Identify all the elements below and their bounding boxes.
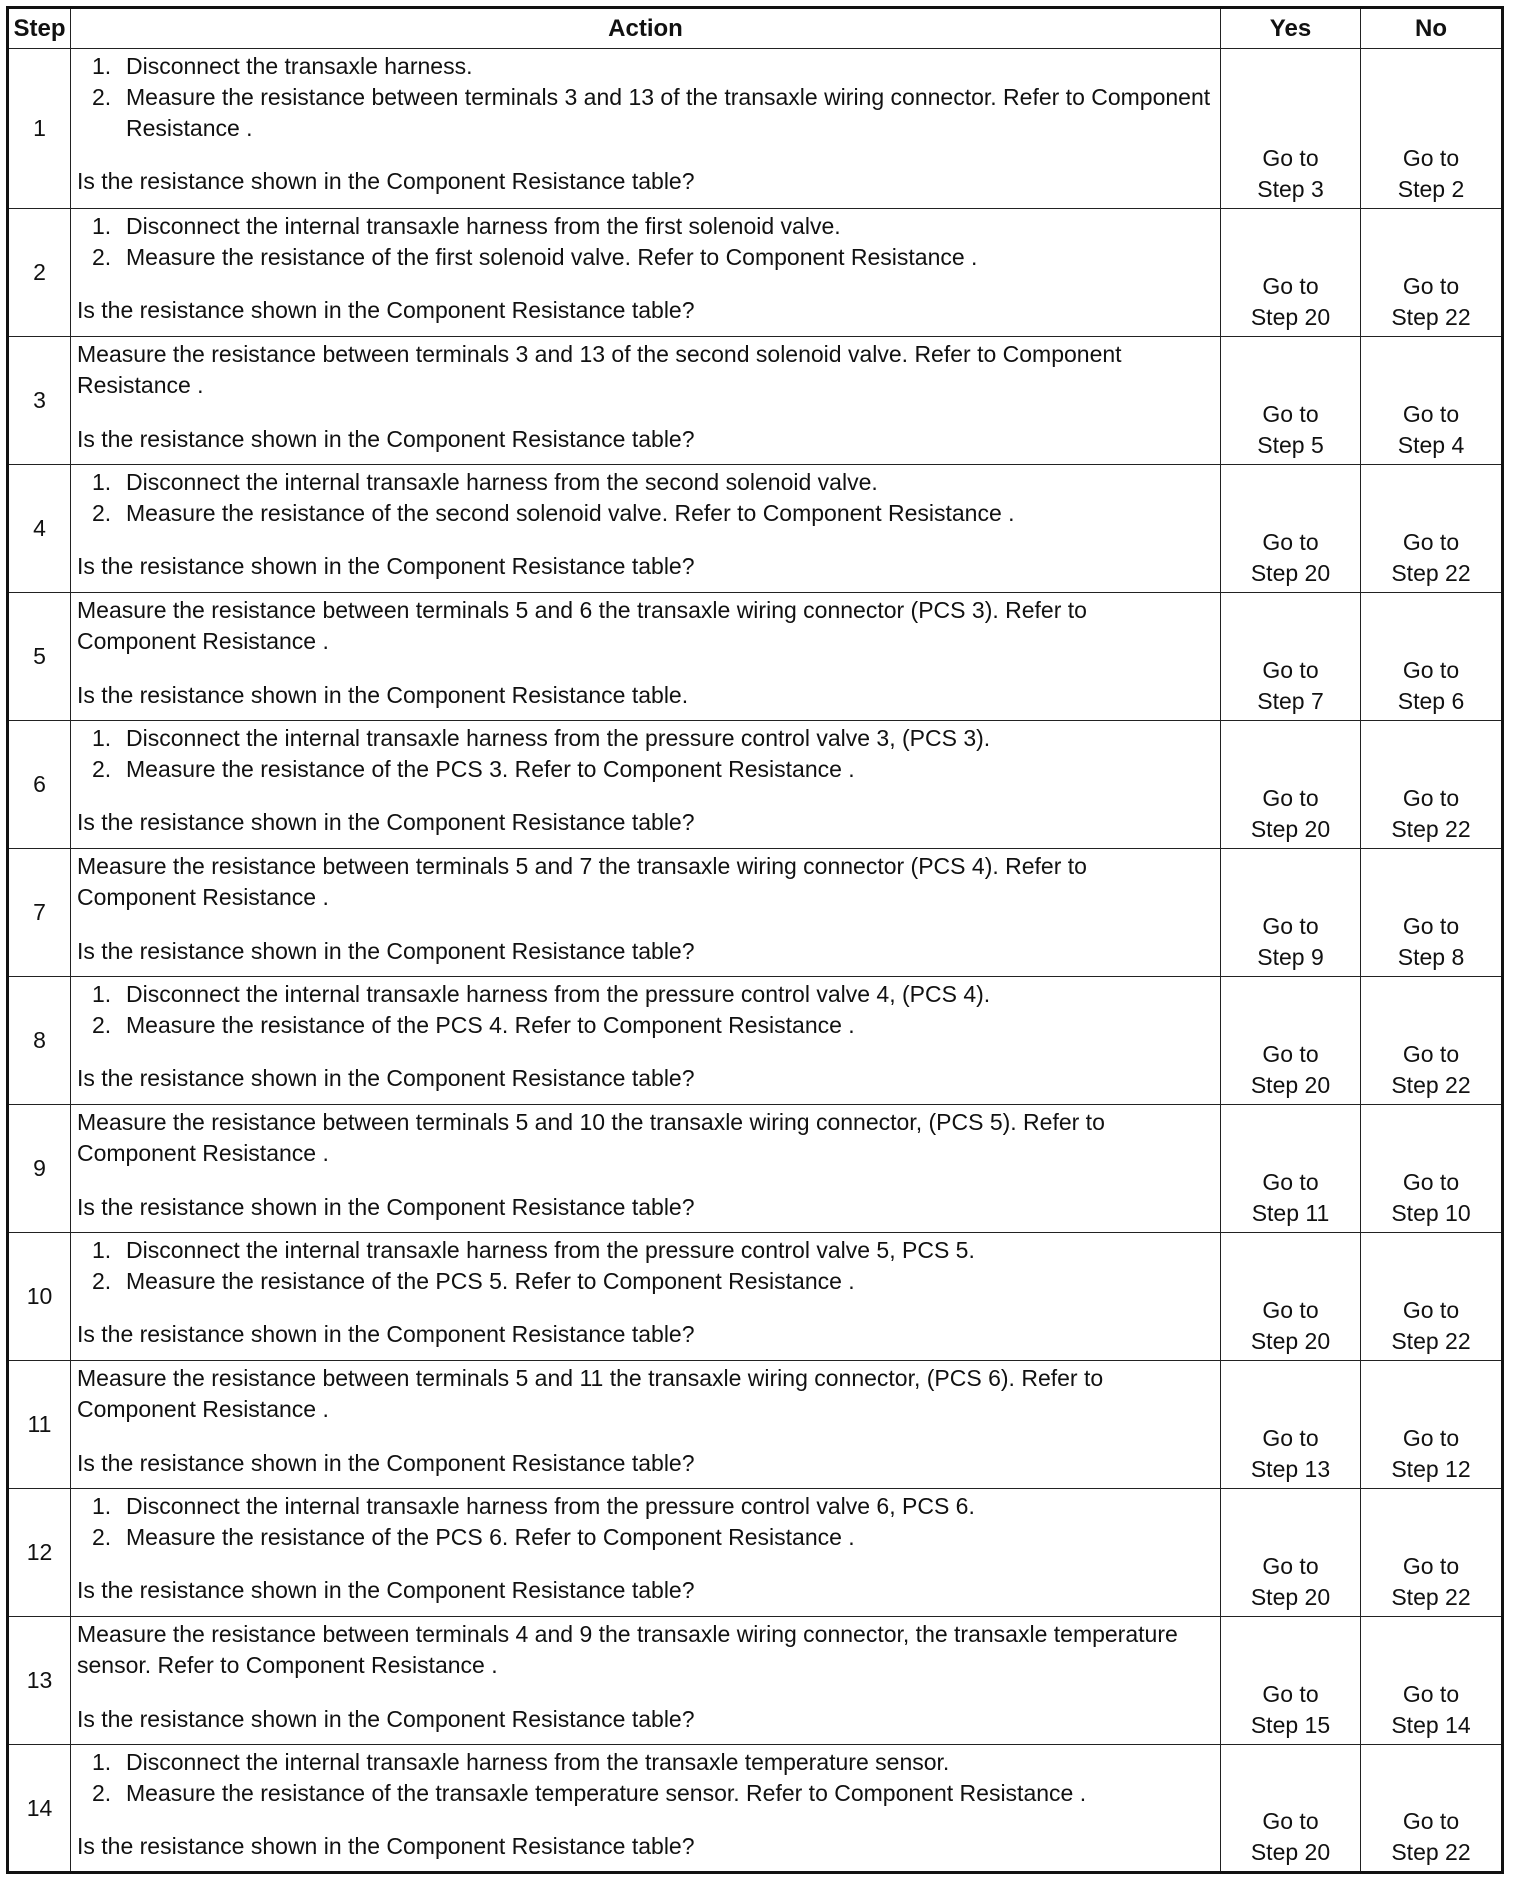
action-cell: [71, 1617, 1221, 1745]
table-row: [8, 849, 1503, 977]
step-number: 5: [8, 593, 71, 721]
no-result-cell: [1361, 465, 1503, 593]
yes-goto-text: Go to: [1262, 785, 1319, 811]
no-goto-text: Step 6: [1397, 688, 1465, 714]
yes-goto-text: Go to: [1262, 401, 1319, 427]
substep-number: 2.: [92, 244, 112, 270]
action-substep: [92, 1010, 1212, 1041]
action-cell: [71, 721, 1221, 849]
step-number: 14: [8, 1745, 71, 1873]
table-row: [8, 977, 1503, 1105]
table-row: [8, 721, 1503, 849]
no-goto-text: Go to: [1402, 401, 1460, 427]
no-result-cell: [1361, 977, 1503, 1105]
substep-number: 1.: [92, 1493, 112, 1519]
action-cell: [71, 1489, 1221, 1617]
yes-goto-text: Go to: [1262, 1808, 1319, 1834]
action-substeps: [77, 467, 1212, 529]
yes-goto-text: Step 20: [1250, 1839, 1331, 1865]
substep-number: 1.: [92, 981, 112, 1007]
step-number: 12: [8, 1489, 71, 1617]
substep-text: Measure the resistance of the PCS 5. Refer to Component Resistance .: [126, 1268, 855, 1294]
yes-goto-text: Step 13: [1250, 1456, 1331, 1482]
action-cell: [71, 1105, 1221, 1233]
header-action: Action: [71, 8, 1221, 49]
diagnostic-steps-table: [6, 6, 1504, 1874]
no-goto-text: Go to: [1402, 145, 1460, 171]
no-goto-text: Step 22: [1391, 1839, 1471, 1865]
no-goto-text: Go to: [1402, 1808, 1460, 1834]
no-goto-text: Go to: [1402, 1297, 1460, 1323]
step-number: 8: [8, 977, 71, 1105]
table-row: [8, 1617, 1503, 1745]
yes-result-cell: [1221, 1617, 1361, 1745]
no-goto-text: Go to: [1402, 1425, 1460, 1451]
action-text: Measure the resistance between terminals 4 and 9 the transaxle wiring connector, the transaxle temperature sensor. Refer to Component Resistance .: [77, 1621, 1178, 1678]
yes-goto-text: Step 5: [1257, 432, 1324, 458]
substep-text: Disconnect the internal transaxle harness from the first solenoid valve.: [126, 213, 841, 239]
table-body: [8, 49, 1503, 1873]
action-question: Is the resistance shown in the Component Resistance table?: [77, 553, 695, 579]
action-substeps: [77, 211, 1212, 273]
yes-goto-text: Step 20: [1250, 1584, 1331, 1610]
action-cell: [71, 593, 1221, 721]
substep-text: Disconnect the internal transaxle harness from the pressure control valve 5, PCS 5.: [126, 1237, 975, 1263]
yes-result-cell: [1221, 1233, 1361, 1361]
no-goto-text: Step 10: [1391, 1200, 1471, 1226]
no-result-cell: [1361, 1617, 1503, 1745]
no-goto-text: Go to: [1402, 273, 1460, 299]
substep-text: Disconnect the internal transaxle harness from the pressure control valve 3, (PCS 3).: [126, 725, 991, 751]
substep-text: Measure the resistance of the PCS 4. Refer to Component Resistance .: [126, 1012, 855, 1038]
yes-result-cell: [1221, 1361, 1361, 1489]
step-number: 13: [8, 1617, 71, 1745]
action-text: Measure the resistance between terminals 5 and 11 the transaxle wiring connector, (PCS 6). Refer to Component Resistance .: [77, 1365, 1104, 1422]
substep-number: 2.: [92, 756, 112, 782]
no-goto-text: Go to: [1402, 1041, 1460, 1067]
table-header-row: [8, 8, 1503, 49]
yes-goto-text: Go to: [1262, 273, 1319, 299]
step-number: 7: [8, 849, 71, 977]
yes-goto-text: Step 20: [1250, 816, 1331, 842]
table-row: [8, 1105, 1503, 1233]
action-substep: [92, 754, 1212, 785]
yes-goto-text: Go to: [1262, 1425, 1319, 1451]
action-cell: [71, 49, 1221, 209]
substep-text: Disconnect the internal transaxle harness from the second solenoid valve.: [126, 469, 878, 495]
action-question: Is the resistance shown in the Component Resistance table?: [77, 1833, 695, 1859]
action-substeps: [77, 1235, 1212, 1297]
table-row: [8, 1233, 1503, 1361]
table-row: [8, 1361, 1503, 1489]
yes-result-cell: [1221, 209, 1361, 337]
no-result-cell: [1361, 1105, 1503, 1233]
action-substep: [92, 1522, 1212, 1553]
yes-goto-text: Go to: [1262, 529, 1319, 555]
action-substep: [92, 467, 1212, 498]
step-number: 9: [8, 1105, 71, 1233]
action-substep: [92, 723, 1212, 754]
substep-text: Disconnect the internal transaxle harness from the pressure control valve 6, PCS 6.: [126, 1493, 975, 1519]
action-question: Is the resistance shown in the Component Resistance table?: [77, 1065, 695, 1091]
action-substeps: [77, 1491, 1212, 1553]
substep-number: 1.: [92, 1237, 112, 1263]
yes-goto-text: Go to: [1262, 1169, 1319, 1195]
no-goto-text: Step 14: [1391, 1712, 1471, 1738]
substep-number: 2.: [92, 1012, 112, 1038]
action-substeps: [77, 51, 1212, 144]
table-row: [8, 1489, 1503, 1617]
substep-number: 2.: [92, 84, 112, 110]
action-cell: [71, 465, 1221, 593]
table-row: [8, 49, 1503, 209]
no-goto-text: Step 22: [1391, 1328, 1471, 1354]
substep-number: 1.: [92, 469, 112, 495]
substep-text: Measure the resistance of the PCS 3. Refer to Component Resistance .: [126, 756, 855, 782]
yes-result-cell: [1221, 465, 1361, 593]
substep-number: 2.: [92, 1524, 112, 1550]
yes-goto-text: Step 20: [1250, 560, 1331, 586]
yes-goto-text: Go to: [1262, 913, 1319, 939]
yes-result-cell: [1221, 1745, 1361, 1873]
action-substep: [92, 211, 1212, 242]
header-step: Step: [8, 8, 71, 49]
no-result-cell: [1361, 209, 1503, 337]
yes-result-cell: [1221, 977, 1361, 1105]
no-result-cell: [1361, 849, 1503, 977]
action-question: Is the resistance shown in the Component Resistance table?: [77, 1577, 695, 1603]
substep-number: 2.: [92, 1780, 112, 1806]
substep-number: 1.: [92, 1749, 112, 1775]
yes-goto-text: Go to: [1262, 145, 1319, 171]
action-substep: [92, 1747, 1212, 1778]
no-goto-text: Go to: [1402, 1681, 1460, 1707]
substep-number: 1.: [92, 53, 112, 79]
yes-result-cell: [1221, 49, 1361, 209]
step-number: 10: [8, 1233, 71, 1361]
yes-goto-text: Go to: [1262, 657, 1319, 683]
no-result-cell: [1361, 593, 1503, 721]
yes-result-cell: [1221, 849, 1361, 977]
action-substep: [92, 1266, 1212, 1297]
action-text: Measure the resistance between terminals 5 and 6 the transaxle wiring connector (PCS 3). Refer to Component Resistance .: [77, 597, 1087, 654]
substep-number: 2.: [92, 500, 112, 526]
no-goto-text: Go to: [1402, 1169, 1460, 1195]
action-cell: [71, 977, 1221, 1105]
step-number: 4: [8, 465, 71, 593]
step-number: 6: [8, 721, 71, 849]
yes-result-cell: [1221, 337, 1361, 465]
yes-goto-text: Go to: [1262, 1297, 1319, 1323]
action-text: Measure the resistance between terminals 5 and 10 the transaxle wiring connector, (PCS 5). Refer to Component Resistance .: [77, 1109, 1105, 1166]
substep-number: 1.: [92, 725, 112, 751]
substep-text: Measure the resistance between terminals 3 and 13 of the transaxle wiring connector. Refer to Component Resistance .: [126, 84, 1211, 141]
no-goto-text: Step 22: [1391, 1072, 1471, 1098]
action-question: Is the resistance shown in the Component Resistance table?: [77, 1194, 695, 1220]
yes-goto-text: Go to: [1262, 1681, 1319, 1707]
action-substep: [92, 82, 1212, 144]
action-text: Measure the resistance between terminals 5 and 7 the transaxle wiring connector (PCS 4). Refer to Component Resistance .: [77, 853, 1087, 910]
action-question: Is the resistance shown in the Component Resistance table?: [77, 1706, 695, 1732]
no-goto-text: Go to: [1402, 1553, 1460, 1579]
no-goto-text: Step 22: [1391, 816, 1471, 842]
table-row: [8, 209, 1503, 337]
action-substep: [92, 1491, 1212, 1522]
action-question: Is the resistance shown in the Component Resistance table?: [77, 168, 695, 194]
no-goto-text: Go to: [1402, 913, 1460, 939]
table-row: [8, 593, 1503, 721]
step-number: 2: [8, 209, 71, 337]
no-result-cell: [1361, 1233, 1503, 1361]
table-row: [8, 465, 1503, 593]
substep-text: Disconnect the transaxle harness.: [126, 53, 473, 79]
action-question: Is the resistance shown in the Component Resistance table?: [77, 1321, 695, 1347]
action-substep: [92, 51, 1212, 82]
step-number: 3: [8, 337, 71, 465]
action-cell: [71, 1745, 1221, 1873]
action-substeps: [77, 723, 1212, 785]
table-row: [8, 337, 1503, 465]
no-result-cell: [1361, 721, 1503, 849]
action-question: Is the resistance shown in the Component Resistance table.: [77, 682, 689, 708]
yes-goto-text: Step 3: [1257, 176, 1324, 202]
action-substeps: [77, 1747, 1212, 1809]
action-question: Is the resistance shown in the Component Resistance table?: [77, 809, 695, 835]
yes-goto-text: Step 20: [1250, 1072, 1331, 1098]
action-substeps: [77, 979, 1212, 1041]
step-number: 11: [8, 1361, 71, 1489]
no-goto-text: Step 22: [1391, 1584, 1471, 1610]
action-cell: [71, 209, 1221, 337]
diagnostic-table-container: [6, 6, 1504, 1874]
substep-text: Measure the resistance of the second solenoid valve. Refer to Component Resistance .: [126, 500, 1015, 526]
no-result-cell: [1361, 1489, 1503, 1617]
yes-result-cell: [1221, 593, 1361, 721]
no-goto-text: Step 22: [1391, 304, 1471, 330]
no-goto-text: Step 22: [1391, 560, 1471, 586]
no-goto-text: Step 4: [1397, 432, 1465, 458]
substep-text: Measure the resistance of the first solenoid valve. Refer to Component Resistance .: [126, 244, 978, 270]
substep-text: Disconnect the internal transaxle harness from the transaxle temperature sensor.: [126, 1749, 950, 1775]
no-goto-text: Go to: [1402, 657, 1460, 683]
yes-goto-text: Step 9: [1257, 944, 1324, 970]
header-yes: Yes: [1221, 8, 1361, 49]
no-result-cell: [1361, 49, 1503, 209]
no-goto-text: Step 2: [1397, 176, 1465, 202]
yes-result-cell: [1221, 721, 1361, 849]
action-question: Is the resistance shown in the Component Resistance table?: [77, 426, 695, 452]
action-cell: [71, 1361, 1221, 1489]
no-result-cell: [1361, 1361, 1503, 1489]
substep-text: Disconnect the internal transaxle harness from the pressure control valve 4, (PCS 4).: [126, 981, 991, 1007]
action-cell: [71, 849, 1221, 977]
substep-text: Measure the resistance of the transaxle temperature sensor. Refer to Component Resistance .: [126, 1780, 1087, 1806]
no-result-cell: [1361, 1745, 1503, 1873]
action-question: Is the resistance shown in the Component Resistance table?: [77, 938, 695, 964]
yes-goto-text: Step 20: [1250, 1328, 1331, 1354]
header-no: No: [1361, 8, 1503, 49]
no-goto-text: Go to: [1402, 785, 1460, 811]
yes-result-cell: [1221, 1489, 1361, 1617]
action-question: Is the resistance shown in the Component Resistance table?: [77, 297, 695, 323]
substep-number: 2.: [92, 1268, 112, 1294]
action-substep: [92, 1778, 1212, 1809]
no-goto-text: Step 12: [1391, 1456, 1471, 1482]
yes-goto-text: Step 15: [1250, 1712, 1331, 1738]
yes-goto-text: Step 20: [1250, 304, 1331, 330]
yes-goto-text: Step 7: [1257, 688, 1324, 714]
action-substep: [92, 979, 1212, 1010]
no-goto-text: Step 8: [1397, 944, 1465, 970]
substep-number: 1.: [92, 213, 112, 239]
action-substep: [92, 498, 1212, 529]
no-goto-text: Go to: [1402, 529, 1460, 555]
yes-goto-text: Go to: [1262, 1553, 1319, 1579]
table-row: [8, 1745, 1503, 1873]
action-text: Measure the resistance between terminals 3 and 13 of the second solenoid valve. Refer to Component Resistance .: [77, 341, 1122, 398]
step-number: 1: [8, 49, 71, 209]
action-cell: [71, 1233, 1221, 1361]
substep-text: Measure the resistance of the PCS 6. Refer to Component Resistance .: [126, 1524, 855, 1550]
action-cell: [71, 337, 1221, 465]
action-question: Is the resistance shown in the Component Resistance table?: [77, 1450, 695, 1476]
yes-goto-text: Step 11: [1251, 1200, 1330, 1226]
yes-result-cell: [1221, 1105, 1361, 1233]
no-result-cell: [1361, 337, 1503, 465]
action-substep: [92, 1235, 1212, 1266]
action-substep: [92, 242, 1212, 273]
yes-goto-text: Go to: [1262, 1041, 1319, 1067]
